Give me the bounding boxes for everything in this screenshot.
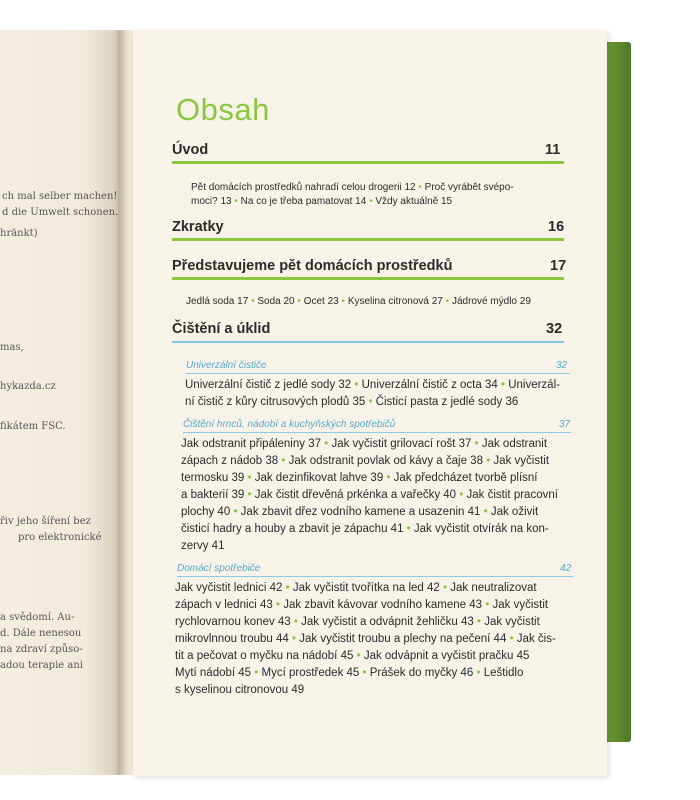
toc-entry: Na co je třeba pamatovat 14 — [240, 196, 367, 207]
toc-entry: ní čistič z kůry citrusových plodů 35 — [185, 396, 366, 408]
toc-entry-line — [175, 668, 523, 680]
toc-subsection-title: Domácí spotřebiče — [177, 563, 261, 574]
toc-entry: zápach z nádob 38 — [181, 455, 279, 467]
toc-entry: Jak vyčistit grilovací rošt 37 — [331, 438, 472, 450]
toc-section-page: 32 — [546, 321, 563, 337]
toc-entry: Mytí nádobí 45 — [175, 667, 252, 679]
bullet-icon: • — [247, 489, 252, 501]
left-page-text: pro elektronické — [18, 532, 102, 543]
left-page-text: ch mal selber machen! — [2, 191, 118, 202]
toc-entry: Čisticí pasta z jedlé sody 36 — [375, 396, 519, 408]
bullet-icon: • — [474, 438, 479, 450]
bullet-icon: • — [251, 296, 255, 307]
bullet-icon: • — [500, 379, 505, 391]
toc-entry-line — [181, 439, 547, 451]
toc-entry: Prášek do myčky 46 — [369, 667, 474, 679]
bullet-icon: • — [369, 196, 373, 207]
toc-section-title: Čištění a úklid — [172, 321, 271, 337]
toc-entry: Jak vyčistit a odvápnit žehličku 43 — [301, 616, 474, 628]
toc-subsection-title: Čištění hrnců, nádobí a kuchyňských spotřebičů — [183, 419, 396, 430]
toc-subsection-page: 32 — [556, 360, 568, 371]
bullet-icon: • — [476, 616, 481, 628]
bullet-icon: • — [445, 296, 450, 307]
bullet-icon: • — [233, 506, 238, 518]
left-page-text: hykazda.cz — [0, 381, 56, 392]
bullet-icon: • — [386, 472, 391, 484]
bullet-icon: • — [254, 667, 259, 679]
bullet-icon: • — [285, 582, 290, 594]
toc-section-page: 17 — [550, 258, 567, 274]
subsection-rule — [177, 576, 573, 577]
toc-entry: tit a pečovat o myčku na nádobí 45 — [175, 650, 354, 662]
left-page-text: hränkt) — [0, 228, 38, 239]
toc-entry: Pět domácích prostředků nahradí celou drogerii 12 — [191, 182, 416, 193]
toc-subsection-page: 42 — [560, 563, 572, 574]
section-rule — [172, 341, 564, 343]
toc-entry: Jedlá soda 17 — [186, 296, 249, 307]
toc-entry-line — [181, 473, 538, 485]
toc-section-title: Úvod — [172, 142, 209, 158]
toc-entry: Jak čistit pracovní — [466, 489, 558, 501]
bullet-icon: • — [234, 196, 238, 207]
toc-entry: Jak odstranit — [481, 438, 548, 450]
toc-entry: Soda 20 — [257, 296, 295, 307]
page-title: Obsah — [176, 92, 270, 127]
toc-entry: zápach v lednici 43 — [175, 599, 273, 611]
toc-entry: Jak zbavit dřez vodního kamene a usazenin 41 — [240, 506, 481, 518]
bullet-icon: • — [368, 396, 373, 408]
toc-entry: rychlovarnou konev 43 — [175, 616, 291, 628]
toc-entry: Jak vyčistit troubu a plechy na pečení 44 — [299, 633, 507, 645]
toc-entry: plochy 40 — [181, 506, 231, 518]
bullet-icon: • — [292, 633, 297, 645]
toc-section-title: Zkratky — [172, 219, 224, 235]
toc-section-page: 11 — [545, 142, 561, 158]
bullet-icon: • — [356, 650, 361, 662]
toc-entry: Jak vyčistit otvírák na kon- — [413, 523, 549, 535]
bullet-icon: • — [247, 472, 252, 484]
toc-entry-line — [185, 380, 560, 392]
toc-entry: Mycí prostředek 45 — [261, 667, 360, 679]
toc-entry: čisticí hadry a houby a zbavit je zápachu 41 — [181, 523, 404, 535]
toc-entry: Jak odstranit připáleniny 37 — [181, 438, 321, 450]
bullet-icon: • — [362, 667, 367, 679]
bullet-icon: • — [476, 667, 481, 679]
toc-entry-line — [181, 541, 224, 553]
left-page-text: d die Umwelt schonen. — [2, 207, 119, 218]
toc-entry-line — [175, 651, 529, 663]
toc-entry-line — [191, 197, 452, 207]
left-page-text: d. Dále nenesou — [0, 628, 82, 639]
section-rule — [172, 238, 564, 241]
toc-entry: Jak oživit — [490, 506, 539, 518]
left-page-text: fikátem FSC. — [0, 421, 66, 432]
left-page-text: a svědomí. Au- — [0, 612, 75, 623]
bullet-icon: • — [459, 489, 464, 501]
toc-entry: mikrovlnnou troubu 44 — [175, 633, 289, 645]
left-page-text: řiv jeho šíření bez — [0, 516, 91, 527]
toc-entry: a bakterií 39 — [181, 489, 245, 501]
bullet-icon: • — [341, 296, 346, 307]
subsection-rule — [183, 432, 571, 433]
toc-entry: Jak předcházet tvorbě plísní — [393, 472, 538, 484]
toc-section-title: Představujeme pět domácích prostředků — [172, 258, 453, 274]
toc-subsection-page: 37 — [559, 419, 571, 430]
bullet-icon: • — [443, 582, 448, 594]
bullet-icon: • — [483, 506, 488, 518]
toc-entry: Vždy aktuálně 15 — [375, 196, 453, 207]
toc-entry-line — [175, 685, 304, 697]
toc-entry: termosku 39 — [181, 472, 245, 484]
toc-entry: Jak vyčistit — [493, 455, 550, 467]
bullet-icon: • — [293, 616, 298, 628]
toc-entry: Proč vyrábět svépo- — [424, 182, 514, 193]
bullet-icon: • — [324, 438, 329, 450]
toc-page — [133, 30, 607, 776]
toc-entry-line — [175, 634, 556, 646]
book-cover-edge — [603, 42, 631, 742]
bullet-icon: • — [276, 599, 281, 611]
toc-entry: Jak neutralizovat — [450, 582, 537, 594]
toc-entry: Kyselina citronová 27 — [347, 296, 443, 307]
toc-entry-line — [185, 397, 518, 409]
toc-entry-line — [191, 183, 514, 193]
toc-entry: Ocet 23 — [303, 296, 339, 307]
toc-entry: moci? 13 — [191, 196, 232, 207]
toc-entry: zervy 41 — [181, 540, 225, 552]
toc-entry: Jak odstranit povlak od kávy a čaje 38 — [288, 455, 483, 467]
toc-entry-line — [181, 490, 558, 502]
bullet-icon: • — [486, 455, 491, 467]
toc-entry: s kyselinou citronovou 49 — [175, 684, 305, 696]
toc-entry: Leštidlo — [483, 667, 524, 679]
toc-subsection-title: Univerzální čističe — [186, 360, 267, 371]
bullet-icon: • — [297, 296, 301, 307]
toc-entry: Univerzální čistič z octa 34 — [361, 379, 498, 391]
left-page-text: mas, — [0, 342, 24, 353]
bullet-icon: • — [406, 523, 411, 535]
bullet-icon: • — [354, 379, 359, 391]
toc-entry: Jak čis- — [516, 633, 556, 645]
toc-entry: Jak vyčistit — [484, 616, 540, 628]
toc-entry: Univerzál- — [508, 379, 560, 391]
toc-entry: Jak odvápnit a vyčistit pračku 45 — [363, 650, 530, 662]
left-page-text: na zdraví způso- — [0, 644, 83, 655]
toc-entry-line — [181, 524, 549, 536]
toc-entry-line — [175, 583, 537, 595]
toc-entry: Jádrové mýdlo 29 — [451, 296, 531, 307]
bullet-icon: • — [418, 182, 422, 193]
toc-entry: Univerzální čistič z jedlé sody 32 — [185, 379, 352, 391]
toc-section-page: 16 — [548, 219, 565, 235]
toc-entry: Jak dezinfikovat lahve 39 — [254, 472, 384, 484]
section-rule — [172, 161, 564, 164]
toc-entry: Jak vyčistit lednici 42 — [175, 582, 283, 594]
toc-entry-line — [175, 617, 540, 629]
bullet-icon: • — [509, 633, 514, 645]
toc-entry-line — [181, 456, 549, 468]
left-page-text: adou terapie ani — [0, 660, 83, 671]
toc-entry: Jak vyčistit tvořítka na led 42 — [292, 582, 440, 594]
toc-entry-line — [186, 297, 531, 307]
toc-entry-line — [181, 507, 538, 519]
left-facing-page — [0, 30, 122, 775]
bullet-icon: • — [281, 455, 286, 467]
subsection-rule — [186, 373, 570, 374]
toc-entry: Jak zbavit kávovar vodního kamene 43 — [283, 599, 483, 611]
section-rule — [172, 277, 564, 280]
toc-entry: Jak vyčistit — [492, 599, 549, 611]
toc-entry: Jak čistit dřevěná prkénka a vařečky 40 — [254, 489, 457, 501]
bullet-icon: • — [485, 599, 490, 611]
toc-entry-line — [175, 600, 548, 612]
